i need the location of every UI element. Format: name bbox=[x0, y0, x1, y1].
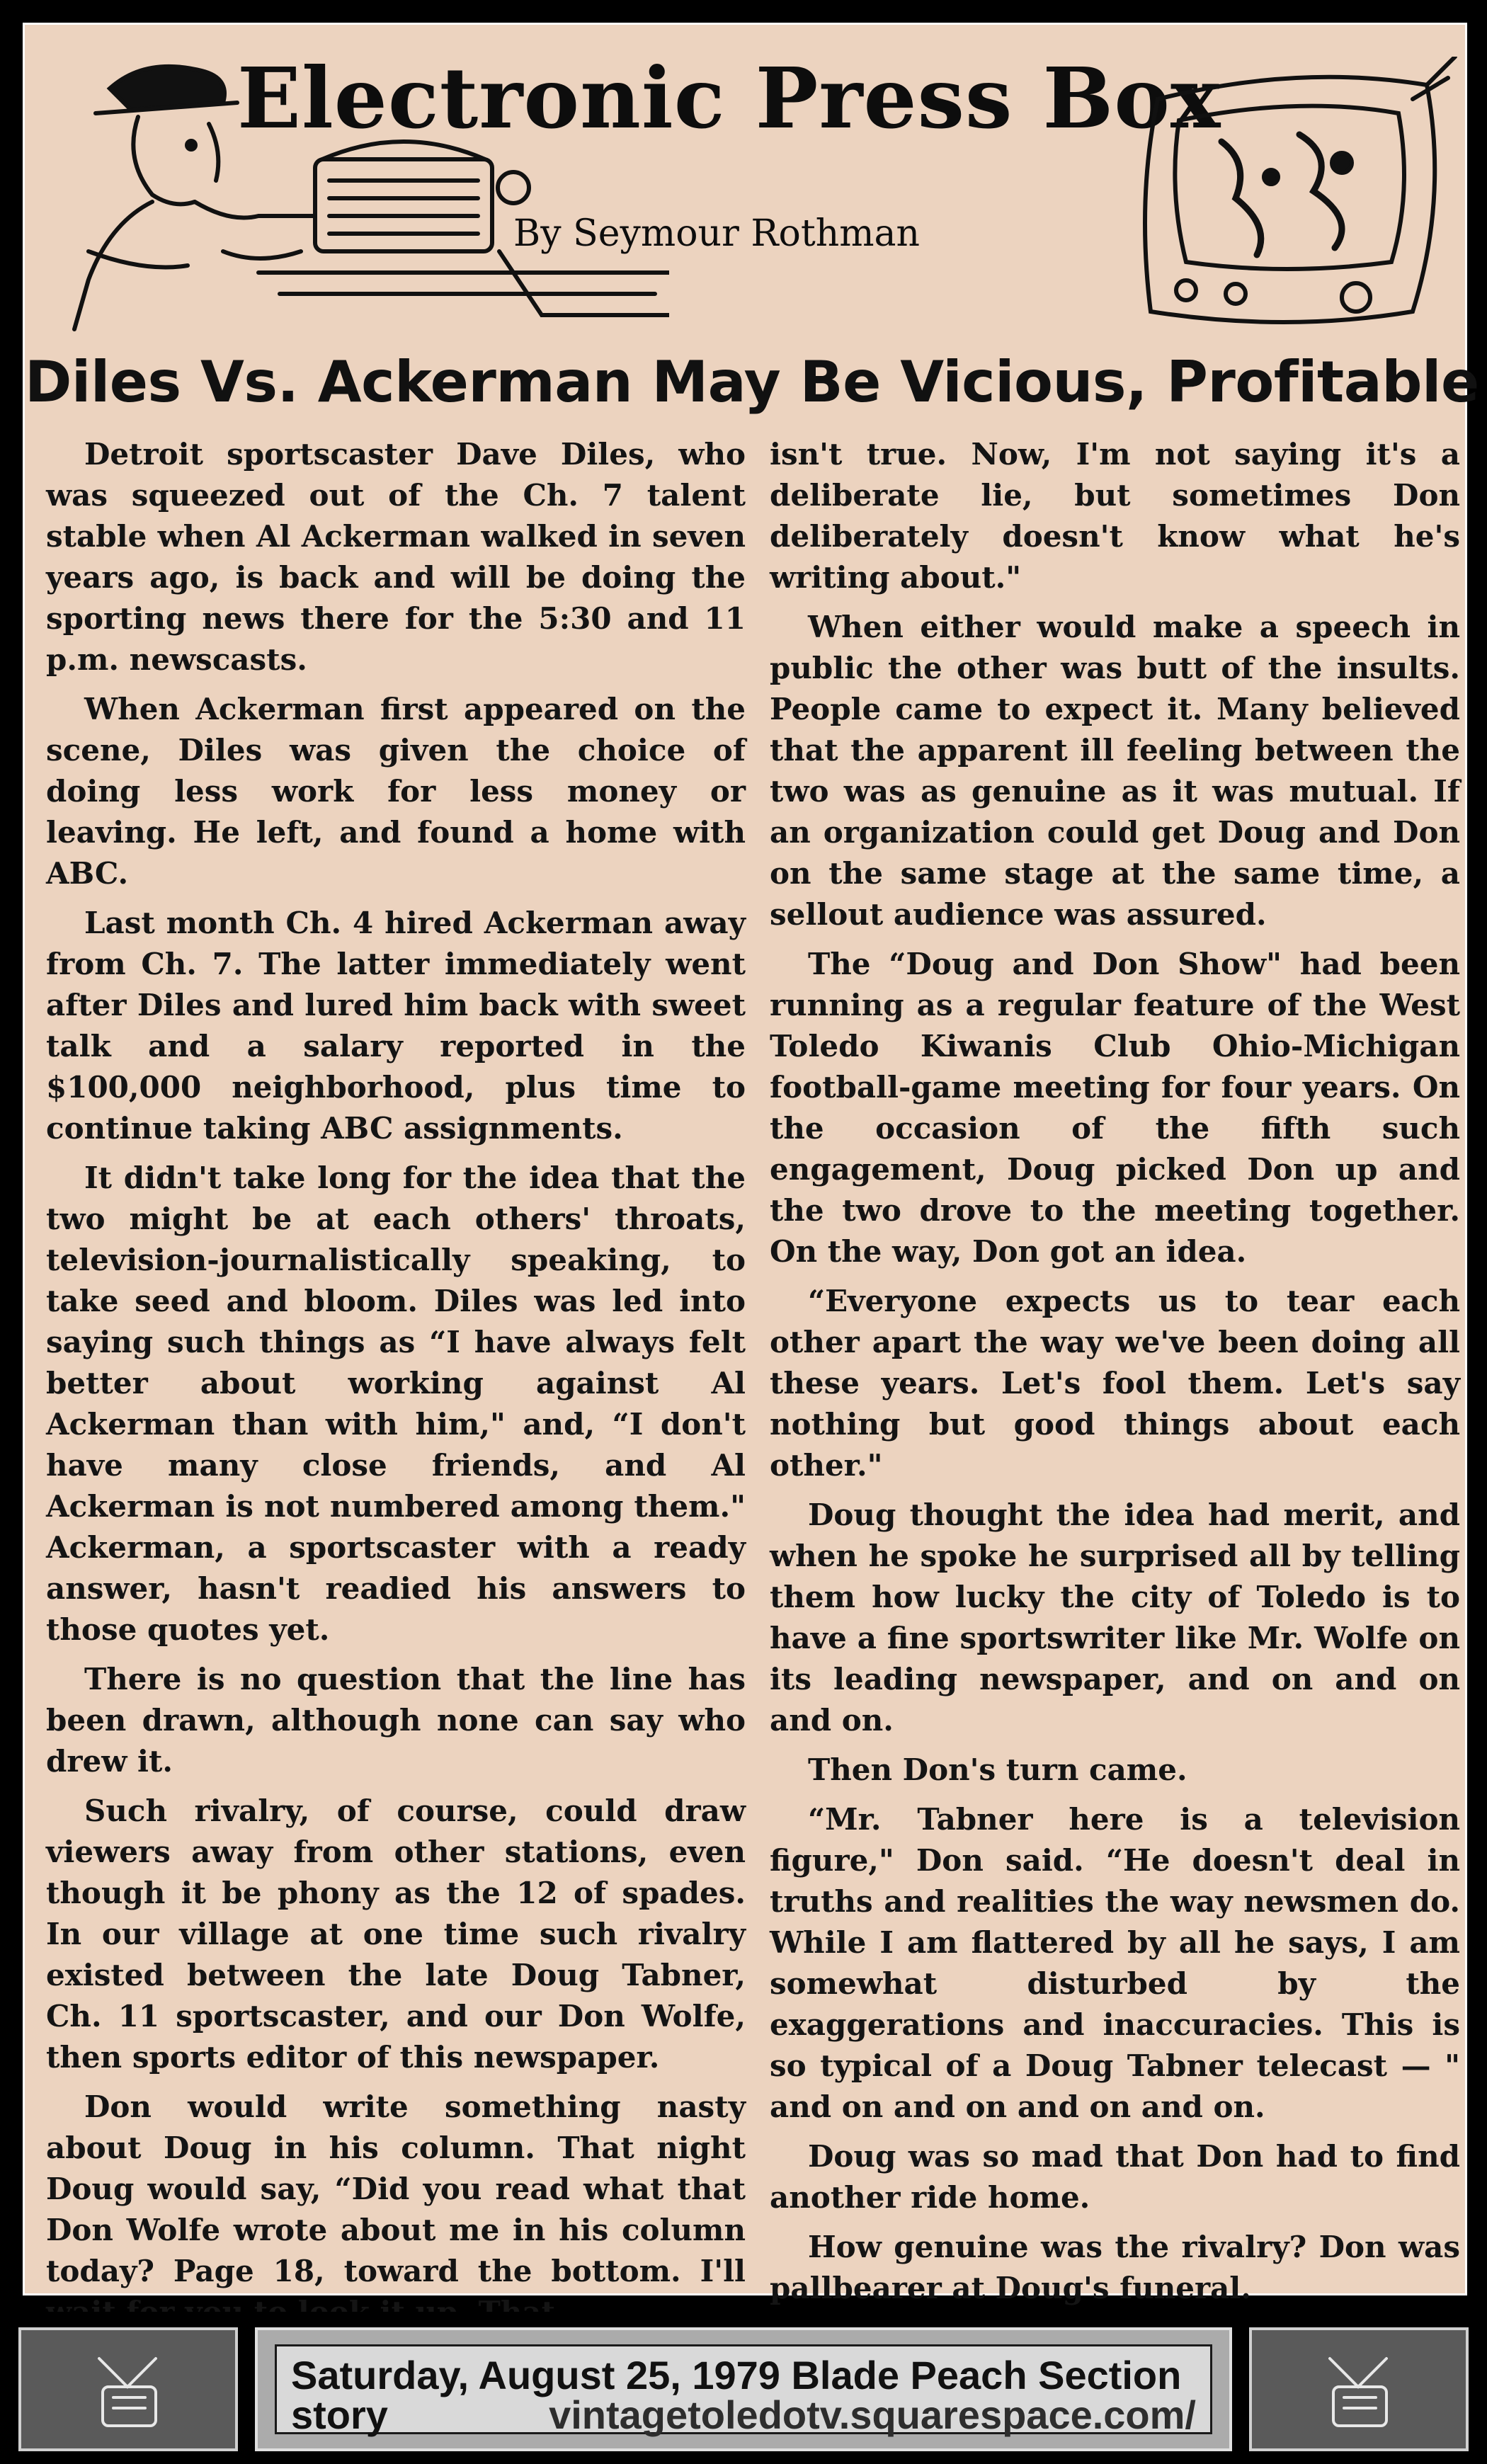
newspaper-clipping bbox=[23, 23, 1479, 2305]
paragraph: It didn't take long for the idea that the two might be at each others' throats, television-journalistically speaking, to take seed and bloom. Diles was led into saying such things as “I have always felt better about working against Al Ackerman than with him," and, “I don't have many close friends, and Al Ackerman is not numbered among them." Ackerman, a sportscaster with a ready answer, hasn't readied his answers to those quotes yet. bbox=[46, 1160, 746, 1647]
paragraph: Detroit sportscaster Dave Diles, who was squeezed out of the Ch. 7 talent stable when Al Ackerman walked in seven years ago, is back and will be doing the sporting news there for the 5:30 and 11 p.m. newscasts. bbox=[46, 437, 746, 677]
paragraph: Such rivalry, of course, could draw viewers away from other stations, even though it be phony as the 12 of spades. In our village at one time such rivalry existed between the late Doug Tabner, Ch. 11 sportscaster, and our Don Wolfe, then sports editor of this newspaper. bbox=[46, 1793, 746, 2075]
paragraph: Doug thought the idea had merit, and when he spoke he surprised all by telling them how lucky the city of Toledo is to have a fine sportswriter like Mr. Wolfe on its leading newspaper, and on and on and on. bbox=[770, 1498, 1460, 1738]
footer-bar bbox=[0, 2312, 1487, 2464]
caption-story-label: story bbox=[291, 2392, 388, 2437]
paragraph: How genuine was the rivalry? Don was pallbearer at Doug's funeral. bbox=[770, 2230, 1460, 2305]
caption-website: vintagetoledotv.squarespace.com/ bbox=[549, 2392, 1196, 2437]
television-set-illustration bbox=[1129, 57, 1462, 340]
tv-antenna-icon bbox=[18, 2327, 238, 2451]
article-frame bbox=[17, 17, 1479, 2305]
masthead bbox=[25, 25, 1465, 336]
paragraph: “Everyone expects us to tear each other apart the way we've been doing all these years. Let's fool them. Let's say nothing but good things about each other." bbox=[770, 1284, 1460, 1483]
article-column-left bbox=[46, 434, 746, 2342]
caption-date-source: Saturday, August 25, 1979 Blade Peach Section bbox=[291, 2353, 1182, 2397]
paragraph: When Ackerman first appeared on the scene, Diles was given the choice of doing less work for less money or leaving. He left, and found a home with ABC. bbox=[46, 692, 746, 891]
paragraph: Then Don's turn came. bbox=[808, 1752, 1187, 1787]
paragraph: “Mr. Tabner here is a television figure," Don said. “He doesn't deal in truths and realities the way newsmen do. While I am flattered by all he says, I am somewhat disturbed by the exaggerations and inaccuracies. This is so typical of a Doug Tabner telecast — " and on and on and on and on. bbox=[770, 1802, 1460, 2124]
paragraph: When either would make a speech in public the other was butt of the insults. People came to expect it. Many believed that the apparent ill feeling between the two was as genuine as it was mutual. If an organization could get Doug and Don on the same stage at the same time, a sellout audience was assured. bbox=[770, 610, 1460, 932]
article-column-right bbox=[770, 434, 1460, 2317]
tv-antenna-icon bbox=[1249, 2327, 1469, 2451]
byline: By Seymour Rothman bbox=[513, 212, 921, 255]
tv-antenna-icon bbox=[1252, 2330, 1466, 2448]
article-headline: Diles Vs. Ackerman May Be Vicious, Profitable bbox=[25, 349, 1479, 415]
paragraph: Last month Ch. 4 hired Ackerman away from Ch. 7. The latter immediately went after Diles and lured him back with sweet talk and a salary reported in the $100,000 neighborhood, plus time to continue taking ABC assignments. bbox=[46, 906, 746, 1146]
paragraph: Don would write something nasty about Doug in his column. That night Doug would say, “Did you read what that Don Wolfe wrote about me in his column today? Page 18, toward the bottom. I'll bbox=[46, 2089, 746, 2288]
paragraph-continuation: isn't true. Now, I'm not saying it's a deliberate lie, but sometimes Don deliberately doesn't know what he's writing about." bbox=[770, 437, 1460, 595]
paragraph: There is no question that the line has been drawn, although none can say who drew it. bbox=[46, 1662, 746, 1779]
tv-antenna-icon bbox=[21, 2330, 235, 2448]
source-caption bbox=[255, 2327, 1232, 2451]
masthead-title: Electronic Press Box bbox=[237, 49, 1221, 147]
paragraph: Doug was so mad that Don had to find another ride home. bbox=[770, 2139, 1460, 2215]
source-caption-box bbox=[275, 2344, 1212, 2437]
paragraph: The “Doug and Don Show" had been running as a regular feature of the West Toledo Kiwanis Club Ohio-Michigan football-game meeting for four years. On the occasion of the fifth such engagement, Doug picked Don up and the two drove to the meeting together. On the way, Don got an idea. bbox=[770, 947, 1460, 1269]
